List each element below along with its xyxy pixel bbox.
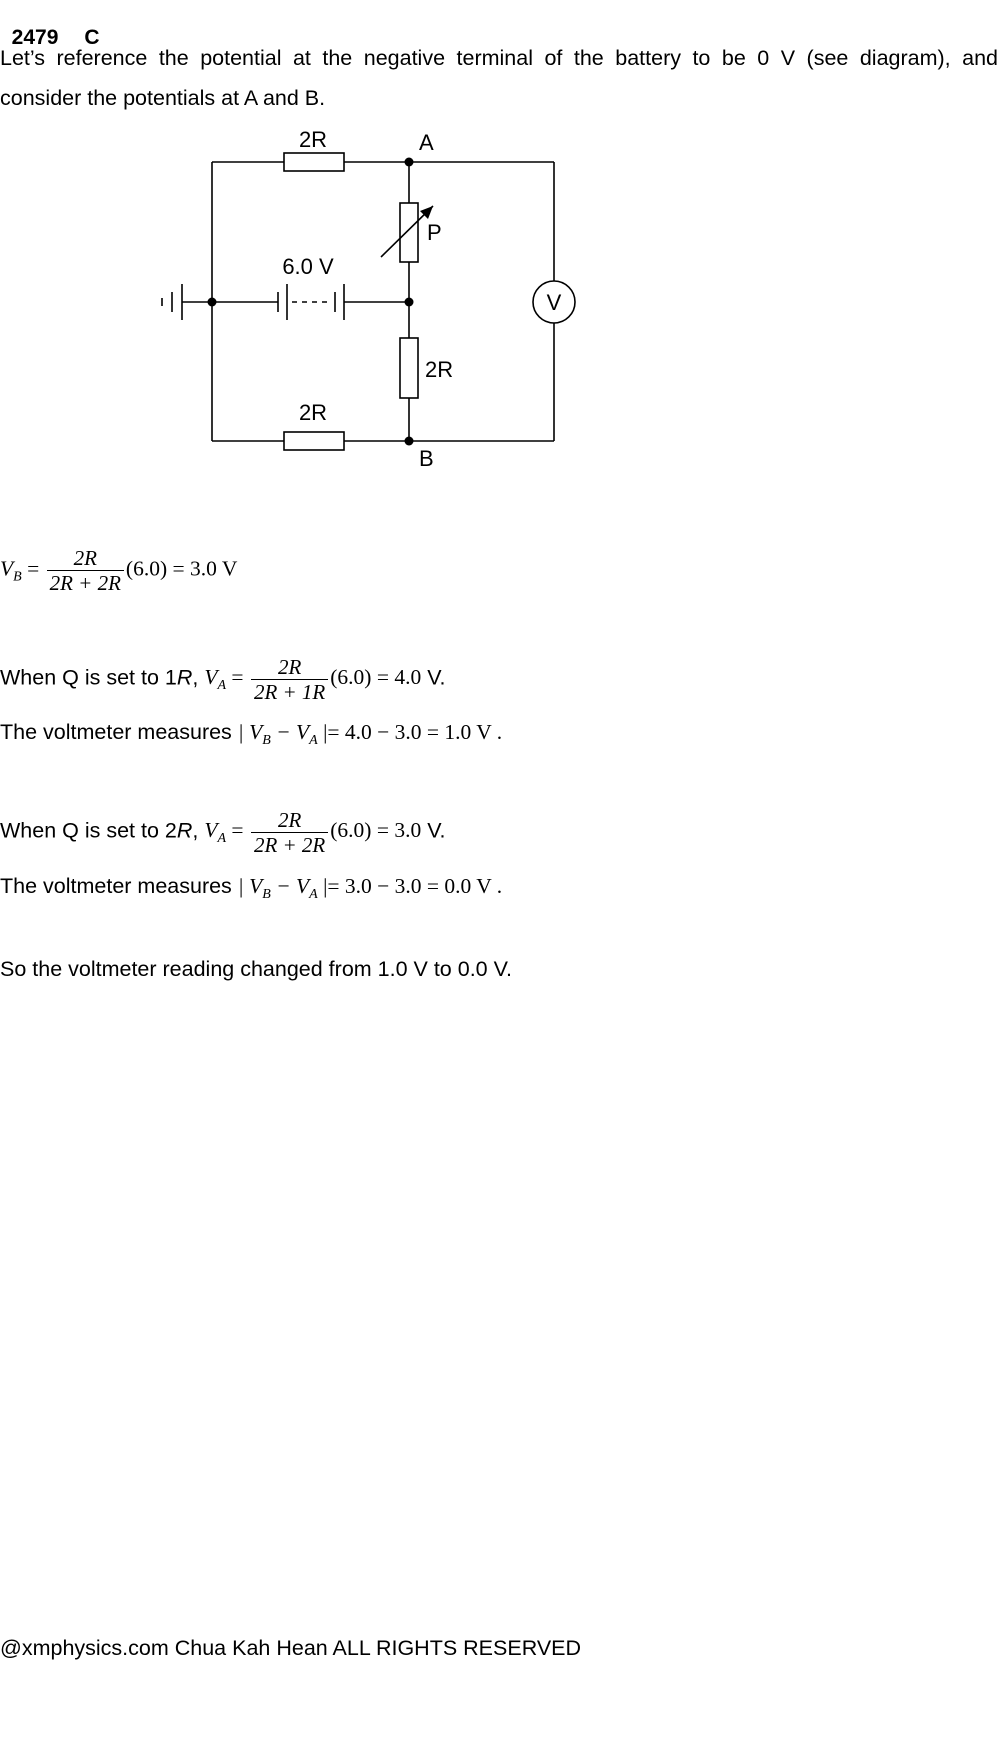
node-a: [405, 158, 414, 167]
node-left: [208, 298, 217, 307]
resistor-top: [284, 153, 344, 171]
variable-resistor-p: [400, 203, 418, 262]
node-mid: [405, 298, 414, 307]
fraction: $\frac{2R}{2R + 1R}$: [251, 655, 328, 704]
label-bottom-resistor: 2R: [298, 400, 328, 425]
problem-number: 2479: [11, 26, 59, 49]
case1-measure: The voltmeter measures | $V_B - V_A$ |= 4.0 − 3.0 = 1.0 V .: [0, 720, 503, 748]
label-a: A: [419, 130, 434, 155]
resistor-mid: [400, 338, 418, 398]
intro-line-1: Let’s reference the potential at the negative terminal of the battery to be 0 V (see diagram), and: [0, 46, 998, 70]
fraction: $\frac{2R}{2R + 2R}$: [47, 546, 124, 595]
label-p: P: [427, 220, 442, 245]
resistor-bottom: [284, 432, 344, 450]
label-top-resistor: 2R: [298, 127, 328, 152]
label-mid-resistor: 2R: [425, 357, 454, 382]
case2-measure: The voltmeter measures | $V_B - V_A$ |= 3.0 − 3.0 = 0.0 V .: [0, 874, 503, 902]
label-b: B: [419, 446, 434, 471]
intro-line-2: consider the potentials at A and B.: [0, 86, 326, 110]
circuit-diagram: [0, 110, 600, 480]
label-battery: 6.0 V: [282, 254, 334, 279]
equation-vb: $V_B$ = $\frac{2R}{2R + 2R}$ (6.0) = 3.0 V: [0, 546, 238, 595]
case2-line: When Q is set to 2R, $V_A$ = $\frac{2R}{2R + 2R}$ (6.0) = 3.0 V.: [0, 808, 446, 857]
fraction: $\frac{2R}{2R + 2R}$: [251, 808, 328, 857]
answer-letter: C: [84, 26, 100, 49]
node-b: [405, 437, 414, 446]
label-voltmeter: V: [546, 290, 562, 315]
case1-line: When Q is set to 1R, $V_A$ = $\frac{2R}{2R + 1R}$ (6.0) = 4.0 V.: [0, 655, 446, 704]
intro-paragraph: [0, 38, 998, 118]
copyright-footer: @xmphysics.com Chua Kah Hean ALL RIGHTS RESERVED: [0, 1636, 582, 1660]
conclusion: So the voltmeter reading changed from 1.0 V to 0.0 V.: [0, 957, 512, 981]
